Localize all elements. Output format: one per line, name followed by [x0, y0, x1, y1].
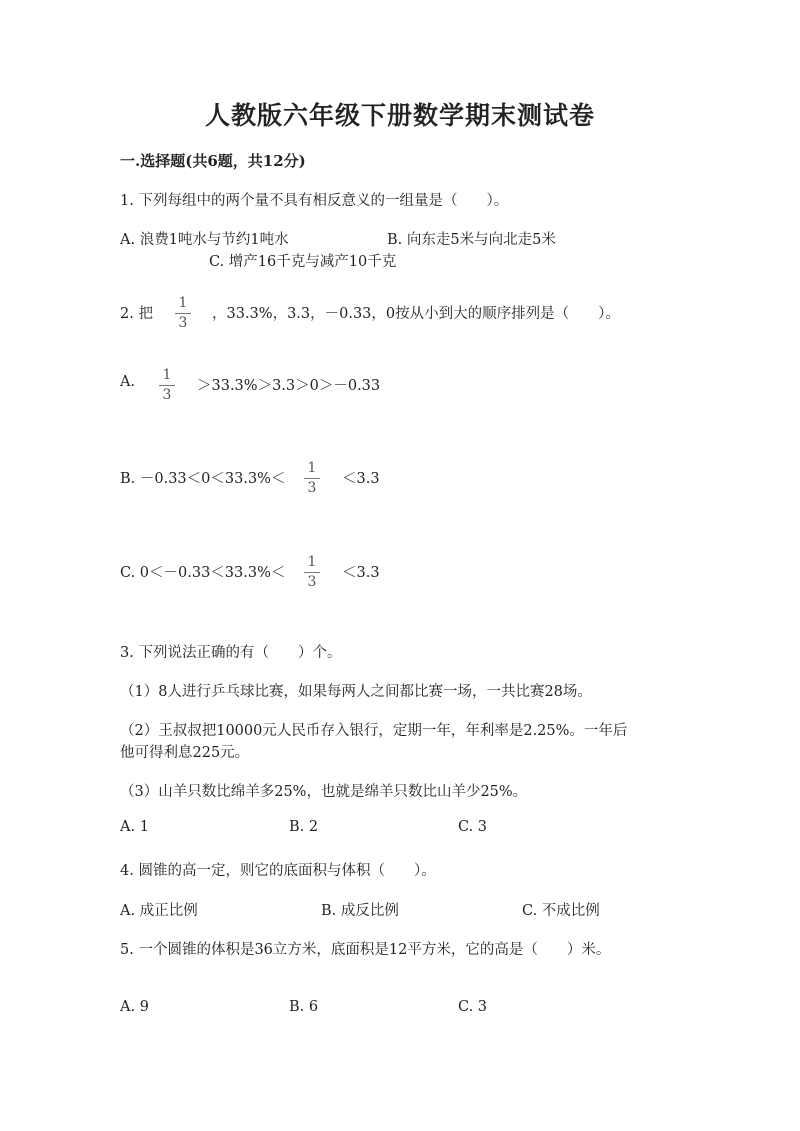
fraction-numerator: 1	[307, 554, 317, 570]
question-3-statement-2: （2）王叔叔把10000元人民币存入银行，定期一年，年利率是2.25%。一年后	[120, 723, 628, 739]
question-1-option-a: A. 浪费1吨水与节约1吨水	[120, 232, 289, 248]
question-3-statement-3: （3）山羊只数比绵羊多25%，也就是绵羊只数比山羊少25%。	[120, 784, 528, 800]
question-3-statement-1: （1）8人进行乒乓球比赛，如果每两人之间都比赛一场，一共比赛28场。	[120, 684, 592, 700]
question-2-option-c-text: C. 0＜－0.33＜33.3%＜	[120, 565, 286, 581]
question-3-statement-2-cont: 他可得利息225元。	[120, 745, 250, 761]
option-c-fraction	[302, 555, 322, 590]
question-2-stem-suffix: ，33.3%，3.3，－0.33，0按从小到大的顺序排列是（ ）。	[212, 306, 620, 322]
question-4-stem: 4. 圆锥的高一定，则它的底面积与体积（ ）。	[120, 863, 436, 879]
fraction-numerator: 1	[178, 295, 188, 311]
fraction-bar	[304, 478, 320, 479]
question-2-stem-prefix: 2. 把	[120, 306, 153, 322]
question-1-option-b: B. 向东走5米与向北走5米	[387, 232, 556, 248]
fraction-bar	[304, 572, 320, 573]
question-4-option-b: B. 成反比例	[321, 903, 399, 919]
page-title: 人教版六年级下册数学期末测试卷	[204, 101, 595, 130]
question-1-option-c: C. 增产16千克与减产10千克	[209, 254, 397, 270]
question-5-option-a: A. 9	[120, 999, 149, 1015]
question-5-stem: 5. 一个圆锥的体积是36立方米，底面积是12平方米，它的高是（ ）米。	[120, 942, 611, 958]
section-heading: 一.选择题(共6题，共12分)	[120, 152, 306, 170]
question-2-option-c-tail: ＜3.3	[342, 565, 380, 581]
option-b-fraction	[302, 461, 322, 496]
fraction-denominator: 3	[307, 480, 317, 496]
fraction-one-third	[173, 296, 193, 331]
question-2-option-a-label: A.	[120, 374, 136, 390]
question-5-option-c: C. 3	[458, 999, 488, 1015]
fraction-bar	[175, 313, 191, 314]
fraction-numerator: 1	[162, 367, 172, 383]
fraction-denominator: 3	[178, 315, 188, 331]
fraction-denominator: 3	[307, 574, 317, 590]
option-a-fraction	[157, 368, 177, 403]
question-3-option-c: C. 3	[458, 819, 488, 835]
question-3-option-a: A. 1	[120, 819, 149, 835]
question-4-option-c: C. 不成比例	[522, 903, 600, 919]
question-3-stem: 3. 下列说法正确的有（ ）个。	[120, 645, 342, 661]
question-4-option-a: A. 成正比例	[120, 903, 198, 919]
question-2-option-b-text: B. －0.33＜0＜33.3%＜	[120, 471, 286, 487]
question-2-option-b-tail: ＜3.3	[342, 471, 380, 487]
question-3-option-b: B. 2	[289, 819, 319, 835]
question-1-stem: 1. 下列每组中的两个量不具有相反意义的一组量是（ ）。	[120, 193, 509, 209]
question-5-option-b: B. 6	[289, 999, 319, 1015]
fraction-denominator: 3	[162, 387, 172, 403]
fraction-numerator: 1	[307, 460, 317, 476]
question-2-option-a-text: ＞33.3%＞3.3＞0＞－0.33	[197, 378, 381, 394]
fraction-bar	[159, 385, 175, 386]
